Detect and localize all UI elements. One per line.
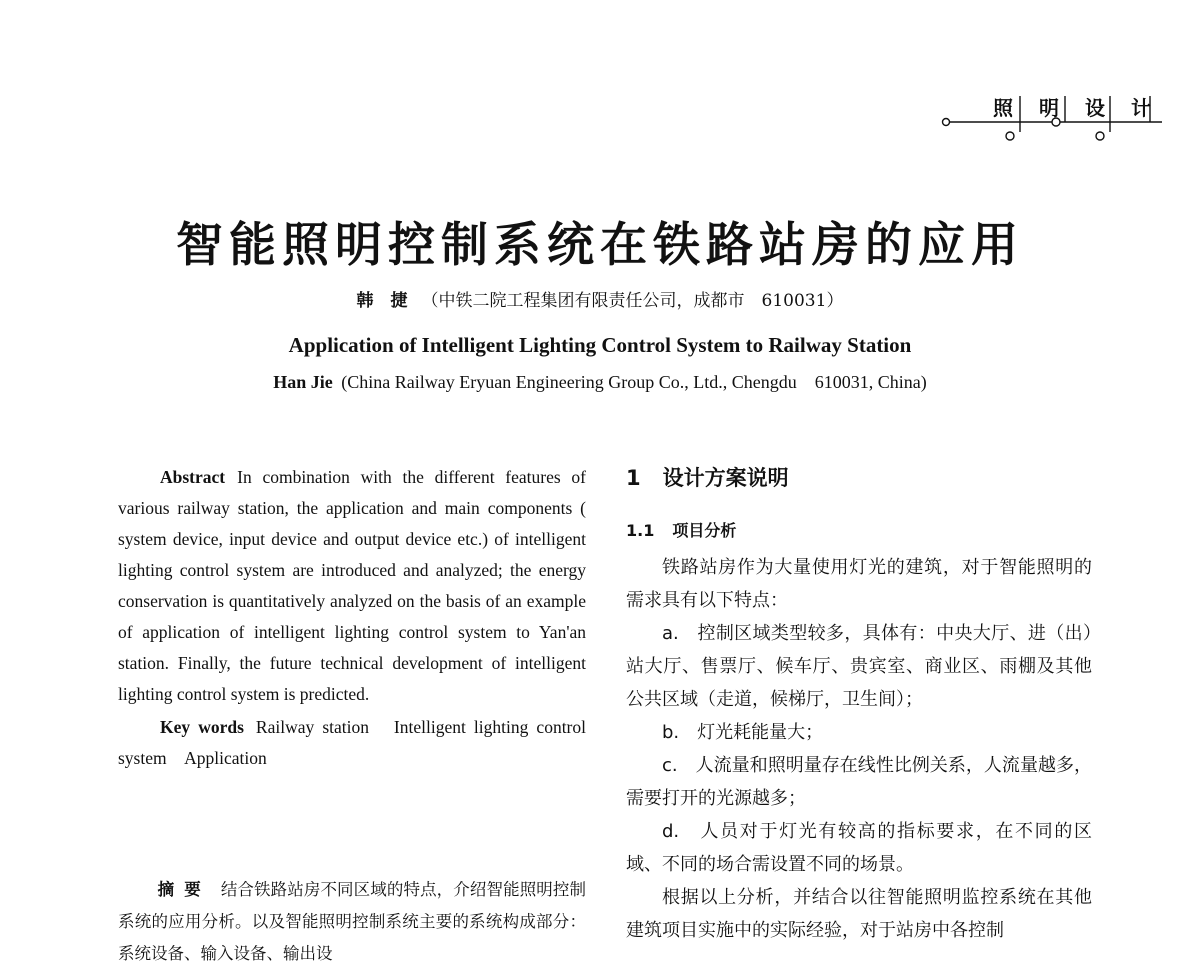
section-tag-char: 计 bbox=[1131, 96, 1151, 120]
list-item-c: c. 人流量和照明量存在线性比例关系，人流量越多，需要打开的光源越多； bbox=[626, 755, 1092, 809]
author-name-en: Han Jie bbox=[273, 372, 333, 392]
abstract-label: Abstract bbox=[160, 467, 226, 487]
abstract-cn-label: 摘要 bbox=[157, 880, 211, 899]
author-line-cn bbox=[0, 286, 1200, 311]
abstract-cn bbox=[118, 874, 586, 970]
subsection-number: 1.1 bbox=[626, 521, 655, 540]
author-affiliation-cn: （中铁二院工程集团有限责任公司，成都市 610031） bbox=[421, 291, 844, 311]
author-line-en bbox=[0, 368, 1200, 394]
left-column bbox=[118, 462, 586, 774]
abstract-cn-text: 结合铁路站房不同区域的特点，介绍智能照明控制系统的应用分析。以及智能照明控制系统主要的系统构成部分：系统设备、输入设备、输出设 bbox=[118, 880, 587, 963]
keywords-en bbox=[118, 712, 586, 774]
paper-title-en: Application of Intelligent Lighting Control System to Railway Station bbox=[288, 333, 912, 357]
paper-title: 智能照明控制系统在铁路站房的应用 bbox=[176, 218, 1024, 273]
author-affiliation-en: (China Railway Eryuan Engineering Group Co., Ltd., Chengdu 610031, China) bbox=[341, 372, 927, 392]
section-tag-char: 设 bbox=[1085, 96, 1105, 120]
abstract-en bbox=[118, 462, 586, 710]
right-column bbox=[626, 460, 1092, 947]
section-heading bbox=[626, 460, 1092, 496]
list-item-a: a. 控制区域类型较多，具体有：中央大厅、进（出）站大厅、售票厅、候车厅、贵宾室、商业区、雨棚及其他公共区域（走道，候梯厅，卫生间）； bbox=[626, 623, 1092, 710]
abstract-text: In combination with the different features of various railway station, the application and main components ( system device, input device and output device etc.) of intelligent lighting control system are introduced and analyzed; the energy conservation is quantitatively analyzed on the basis of an example of application of intelligent lighting control system to Yan'an station. Finally, the future technical development of intelligent lighting control system is predicted. bbox=[118, 467, 586, 704]
section-number: 1 bbox=[626, 466, 641, 490]
keywords-label: Key words bbox=[160, 717, 244, 737]
section-tag-char: 照 bbox=[993, 96, 1013, 120]
section-title: 设计方案说明 bbox=[662, 466, 789, 490]
journal-section-tag bbox=[940, 88, 1170, 148]
body-paragraph: 根据以上分析，并结合以往智能照明监控系统在其他建筑项目实施中的实际经验，对于站房中各控制 bbox=[626, 887, 1092, 941]
subsection-heading bbox=[626, 514, 1092, 547]
section-tag-char: 明 bbox=[1039, 96, 1059, 120]
body-paragraph: 铁路站房作为大量使用灯光的建筑，对于智能照明的需求具有以下特点： bbox=[626, 557, 1092, 611]
list-item-b: b. 灯光耗能量大； bbox=[662, 722, 824, 743]
keywords-text: Railway station Intelligent lighting control system Application bbox=[118, 717, 586, 768]
list-item-d: d. 人员对于灯光有较高的指标要求，在不同的区域、不同的场合需设置不同的场景。 bbox=[626, 821, 1092, 875]
subsection-title: 项目分析 bbox=[672, 521, 737, 540]
author-name-cn: 韩 捷 bbox=[356, 291, 408, 311]
